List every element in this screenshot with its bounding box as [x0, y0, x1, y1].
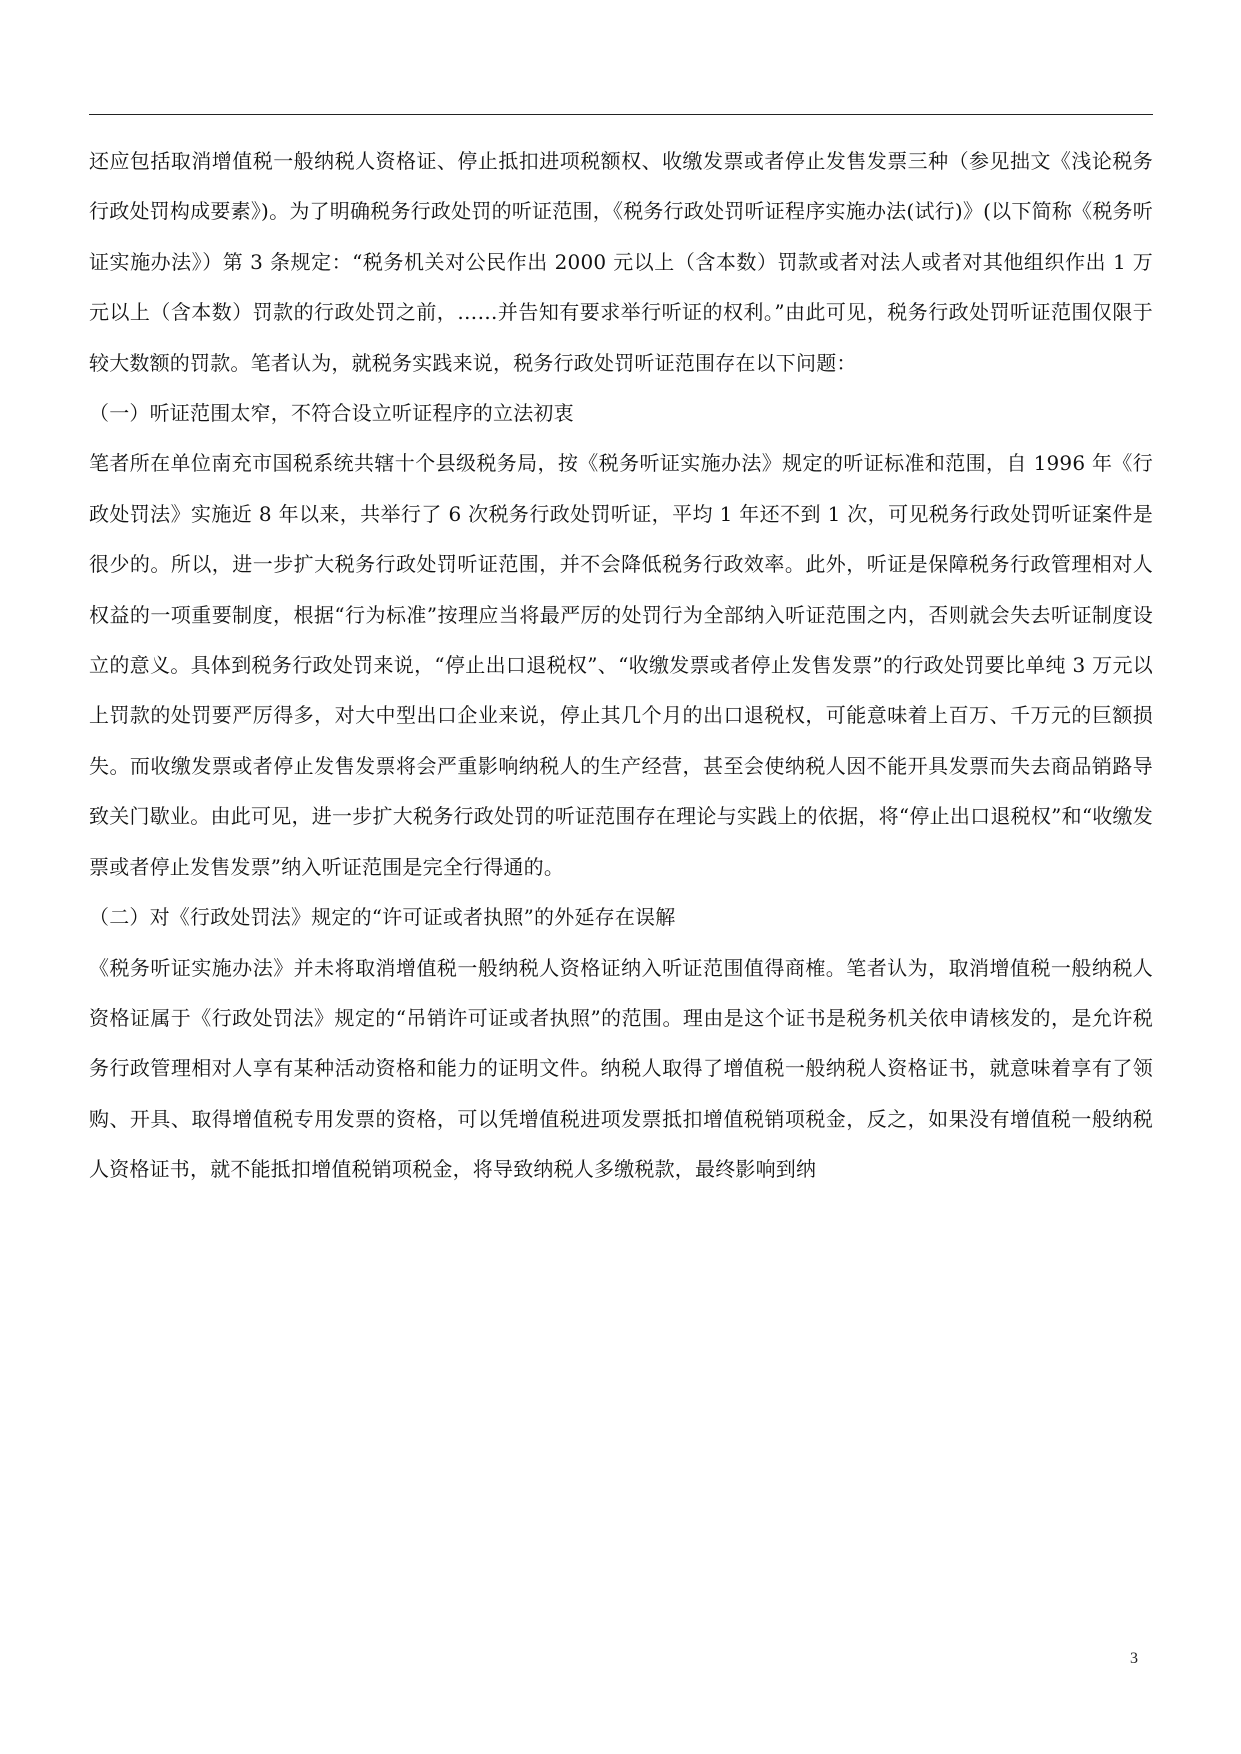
page-number: 3	[1130, 1650, 1138, 1667]
section-heading-2: （二）对《行政处罚法》规定的“许可证或者执照”的外延存在误解	[89, 905, 676, 930]
paragraph-section-2: 《税务听证实施办法》并未将取消增值税一般纳税人资格证纳入听证范围值得商榷。笔者认为，取消增值税一般纳税人资格证属于《行政处罚法》规定的“吊销许可证或者执照”的范围。理由是这个证书是税务机关依申请核发的，是允许税务行政管理相对人享有某种活动资格和能力的证明文件。纳税人取得了增值税一般纳税人资格证书，就意味着享有了领购、开具、取得增值税专用发票的资格，可以凭增值税进项发票抵扣增值税销项税金，反之，如果没有增值税一般纳税人资格证书，就不能抵扣增值税销项税金，将导致纳税人多缴税款，最终影响到纳	[89, 955, 1153, 1182]
paragraph-section-1: 笔者所在单位南充市国税系统共辖十个县级税务局，按《税务听证实施办法》规定的听证标准和范围，自 1996 年《行政处罚法》实施近 8 年以来，共举行了 6 次税务行政处罚听证，平均 1 年还不到 1 次，可见税务行政处罚听证案件是很少的。所以，进一步扩大税务行政处罚听证范围，并不会降低税务行政效率。此外，听证是保障税务行政管理相对人权益的一项重要制度，根据“行为标准”按理应当将最严厉的处罚行为全部纳入听证范围之内，否则就会失去听证制度设立的意义。具体到税务行政处罚来说，“停止出口退税权”、“收缴发票或者停止发售发票”的行政处罚要比单纯 3 万元以上罚款的处罚要严厉得多，对大中型出口企业来说，停止其几个月的出口退税权，可能意味着上百万、千万元的巨额损失。而收缴发票或者停止发售发票将会严重影响纳税人的生产经营，甚至会使纳税人因不能开具发票而失去商品销路导致关门歇业。由此可见，进一步扩大税务行政处罚的听证范围存在理论与实践上的依据，将“停止出口退税权”和“收缴发票或者停止发售发票”纳入听证范围是完全行得通的。	[89, 451, 1153, 879]
section-heading-1: （一）听证范围太窄，不符合设立听证程序的立法初衷	[89, 401, 574, 426]
body-text	[89, 136, 1153, 1195]
paragraph-intro: 还应包括取消增值税一般纳税人资格证、停止抵扣进项税额权、收缴发票或者停止发售发票三种（参见拙文《浅论税务行政处罚构成要素》)。为了明确税务行政处罚的听证范围，《税务行政处罚听证程序实施办法(试行)》(以下简称《税务听证实施办法》）第 3 条规定：“税务机关对公民作出 2000 元以上（含本数）罚款或者对法人或者对其他组织作出 1 万元以上（含本数）罚款的行政处罚之前，……并告知有要求举行听证的权利。”由此可见，税务行政处罚听证范围仅限于较大数额的罚款。笔者认为，就税务实践来说，税务行政处罚听证范围存在以下问题：	[89, 149, 1153, 375]
header-rule	[89, 114, 1153, 115]
